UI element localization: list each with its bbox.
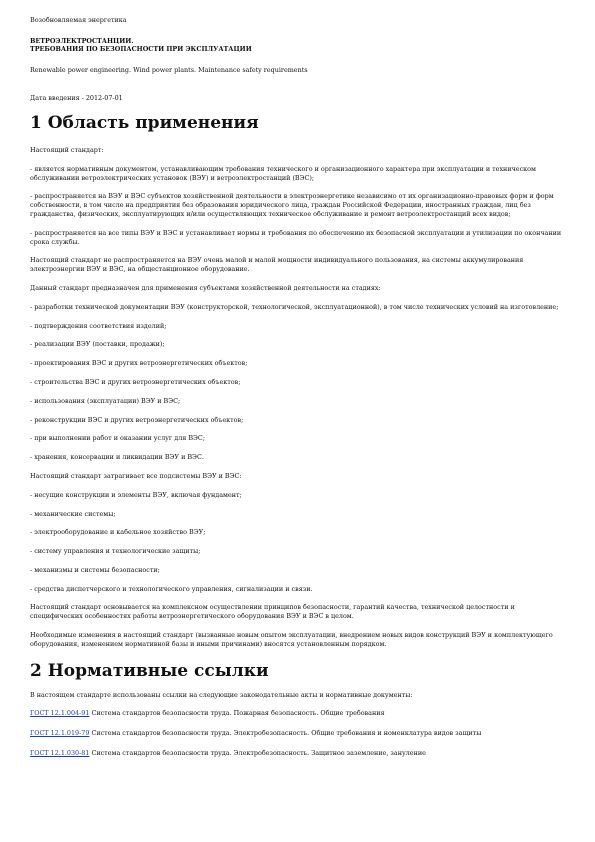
paragraph: - при выполнении работ и оказании услуг для ВЭС; (30, 434, 205, 443)
reference-link[interactable]: ГОСТ 12.1.019-79 (30, 729, 90, 738)
reference-link[interactable]: ГОСТ 12.1.004-91 (30, 709, 90, 718)
paragraph: Настоящий стандарт затрагивает все подсистемы ВЭУ и ВЭС: (30, 471, 242, 480)
paragraph: Настоящий стандарт основывается на комплексном осуществлении принципов безопасности, гарантий качества, технической целостности и специфических особенностях работы ветроэнергетического оборудования ВЭУ и ВЭС в целом. (30, 603, 515, 621)
reference-text: Система стандартов безопасности труда. Электробезопасность. Защитное заземление, зануление (89, 749, 426, 758)
paragraph: - разработки технической документации ВЭУ (конструкторской, технологической, эксплуатационной), в том числе технических условий на изготовление; (30, 302, 559, 311)
paragraph: - механические системы; (30, 509, 116, 518)
reference-link[interactable]: ГОСТ 12.1.030-81 (30, 749, 90, 758)
section-2-intro: В настоящем стандарте использованы ссылки на следующие законодательные акты и нормативные документы: (30, 690, 413, 699)
paragraph: - строительства ВЭС и других ветроэнергетических объектов; (30, 377, 241, 386)
section-2-heading: 2 Нормативные ссылки (30, 660, 269, 681)
paragraph: - систему управления и технологические защиты; (30, 547, 201, 556)
paragraph: - проектирования ВЭС и других ветроэнергетических объектов; (30, 359, 248, 368)
reference-item (30, 709, 565, 718)
paragraph: Необходимые изменения в настоящий стандарт (вызванные новым опытом эксплуатации, внедрением новых видов конструкций ВЭУ и комплектующего оборудования, изменением нормативной базы и иными причинами) вносятся установленным порядком. (30, 631, 553, 648)
reference-text: Система стандартов безопасности труда. Пожарная безопасность. Общие требования (89, 709, 385, 718)
reference-item (30, 749, 565, 758)
reference-text: Система стандартов безопасности труда. Электробезопасность. Общие требования и номенклатура видов защиты (89, 729, 482, 738)
paragraph: - реконструкции ВЭС и других ветроэнергетических объектов; (30, 415, 244, 424)
document-category: Возобновляемая энергетика (30, 16, 127, 24)
english-title: Renewable power engineering. Wind power plants. Maintenance safety requirements (30, 65, 308, 74)
paragraph: - распространяется на ВЭУ и ВЭС субъектов хозяйственной деятельности в электроэнергетике независимо от их организационно-правовых форм и форм собственности, в том числе на предприятия без образования юридического лица, граждан Российской Федерации, иностранных граждан, лиц без гражданства, физических, эксплуатирующих и/или осуществляющих техническое обслуживание и ремонт ветроэлектростанций всех видов; (30, 192, 554, 218)
paragraph: - реализации ВЭУ (поставки, продажи); (30, 340, 165, 349)
paragraph: - подтверждения соответствия изделий; (30, 321, 167, 330)
paragraph: - использования (эксплуатации) ВЭУ и ВЭС; (30, 396, 181, 405)
paragraph: - распространяется на все типы ВЭУ и ВЭС и устанавливает нормы и требования по обеспечению их безопасной эксплуатации и утилизации по окончании срока службы. (30, 228, 562, 246)
paragraph: - механизмы и системы безопасности; (30, 565, 160, 574)
document-title-line1: ВЕТРОЭЛЕКТРОСТАНЦИИ. (30, 36, 134, 45)
paragraph: Данный стандарт предназначен для применения субъектами хозяйственной деятельности на стадиях: (30, 283, 381, 292)
reference-item (30, 729, 565, 738)
introduction-date: Дата введения - 2012-07-01 (30, 94, 123, 103)
section-1-heading: 1 Область применения (30, 112, 259, 133)
paragraph: - электрооборудование и кабельное хозяйство ВЭУ; (30, 528, 206, 537)
paragraph: - средства диспетчерского и технологического управления, сигнализации и связи. (30, 584, 313, 593)
paragraph: Настоящий стандарт не распространяется на ВЭУ очень малой и малой мощности индивидуального пользования, на системы аккумулирования электроэнергии ВЭУ и ВЭС, на общестанционное оборудование. (30, 256, 524, 274)
paragraph: - хранения, консервации и ликвидации ВЭУ и ВЭС. (30, 453, 204, 462)
paragraph: - несущие конструкции и элементы ВЭУ, включая фундамент; (30, 490, 242, 499)
paragraph: - является нормативным документом, устанавливающим требования технического и организационного характера при эксплуатации и техническом обслуживании ветроэлектрических установок (ВЭУ) и ветроэлектростанций (ВЭС); (30, 164, 536, 182)
document-title-line2: ТРЕБОВАНИЯ ПО БЕЗОПАСНОСТИ ПРИ ЭКСПЛУАТАЦИИ (30, 45, 252, 54)
section-1-body (30, 146, 565, 649)
section-2-body (30, 691, 565, 758)
paragraph: Настоящий стандарт: (30, 145, 104, 154)
